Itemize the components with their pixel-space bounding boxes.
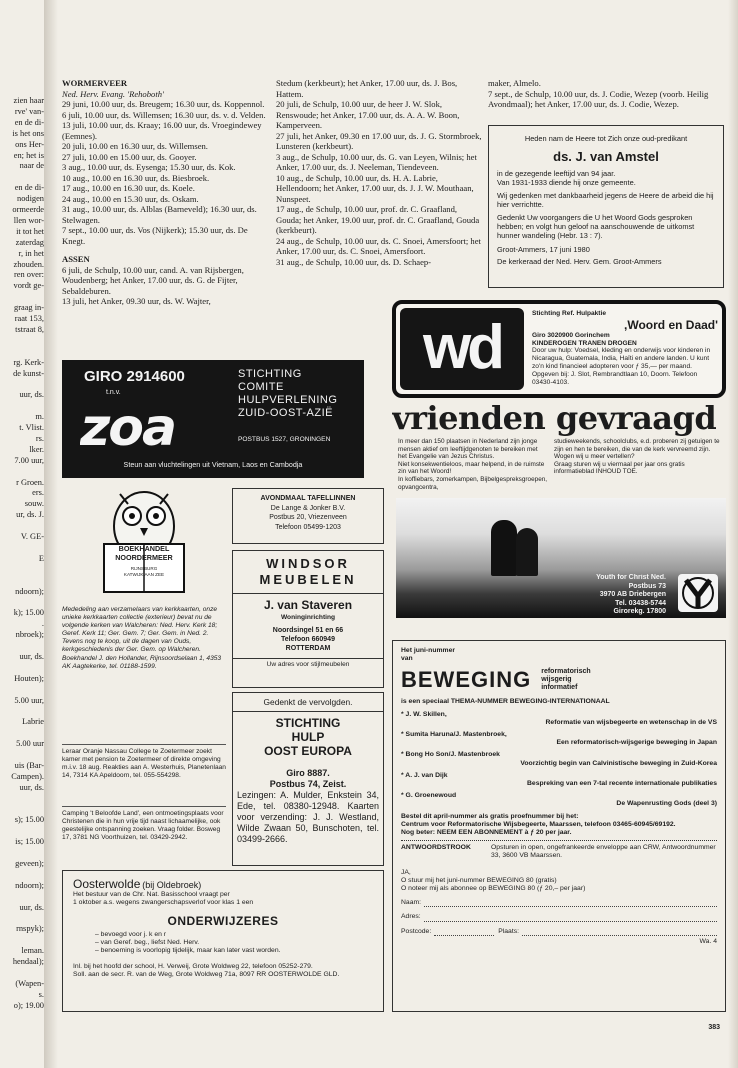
oosterwolde-head: ONDERWIJZERES bbox=[167, 913, 279, 928]
oosterwolde-b2: – van Geref. beg., liefst Ned. Herv. bbox=[95, 938, 200, 946]
beweging-items bbox=[401, 711, 717, 809]
page-edge bbox=[728, 0, 738, 1068]
vrienden-gevraagd-ad bbox=[392, 400, 726, 622]
beweging-tagline: reformatorisch wijsgerig informatief bbox=[541, 668, 591, 692]
yfc-giro: Girorekg. 17800 bbox=[613, 608, 666, 615]
avondmaal-ad bbox=[232, 488, 384, 544]
wd-title: ,Woord en Daad' bbox=[624, 317, 718, 332]
divider bbox=[62, 744, 226, 745]
beweging-item-title: Voorzichtig begin van Calvinistische beweging in Zuid-Korea bbox=[520, 759, 717, 767]
margin-fragment: rnspyk); bbox=[16, 924, 44, 934]
page-gutter bbox=[44, 0, 58, 1068]
page-number: 383 bbox=[708, 1024, 720, 1031]
service-line: 10 aug., 10.00 en 16.30 uur, ds. Biesbroek. bbox=[62, 172, 210, 183]
margin-fragment: leman. bbox=[21, 946, 44, 956]
service-line: 31 aug., 10.00 uur, ds. Alblas (Barneveld); 16.30 uur, ds. Stelwagen. bbox=[62, 204, 257, 225]
stichting-postbus: Postbus 74, Zeist. bbox=[269, 779, 347, 789]
stichting-body: Lezingen: A. Mulder, Enkstein 34, Ede, tel. 08380-12948. Kaarten voor verzending: J. J. Westland, Wilde Zwaan 50, Bunschoten, tel. 03499-2666. bbox=[237, 790, 379, 844]
margin-fragment: ers. bbox=[32, 488, 44, 498]
margin-fragment: m. bbox=[35, 412, 44, 422]
service-line: 13 juli, het Anker, 09.30 uur, ds. W. Wajter, bbox=[62, 296, 211, 306]
wd-text bbox=[532, 310, 718, 392]
boekhandel-ad bbox=[62, 482, 226, 742]
beweging-item-title: Bespreking van een 7-tal recente internationale publikaties bbox=[527, 780, 717, 788]
vrienden-text-right: studieweekends, schoolclubs, e.d. proberen zij getuigen te zijn en hen te bereiken, die van de kerk vervreemd zijn. Wogen wij u meer vertellen? Graag sturen wij u viermaal per jaar ons gratis informatieblad INHOUD TOE. bbox=[554, 438, 720, 476]
service-line: 3 aug., 10.00 uur, ds. Eysenga; 15.30 uur, ds. Kok. bbox=[62, 162, 236, 172]
margin-fragment: Houten); bbox=[14, 673, 44, 683]
beweging-item bbox=[401, 711, 717, 727]
obituary-signature: De kerkeraad der Ned. Herv. Gem. Groot-Ammers bbox=[497, 257, 662, 266]
margin-fragment: rve' van- bbox=[14, 106, 44, 116]
windsor-address: Noordsingel 51 en 66 bbox=[272, 627, 344, 634]
service-line: Stedum (kerkbeurt); het Anker, 17.00 uur, ds. J. Bos, Hattem. bbox=[276, 78, 458, 99]
margin-fragment: Labrie bbox=[22, 717, 44, 727]
obituary-remembrance: Wij gedenken met dankbaarheid jegens de Heere de arbeid die hij hier verrichtte. bbox=[497, 191, 714, 209]
margin-fragment: zaterdag bbox=[15, 237, 44, 247]
margin-fragment: de kunst- bbox=[13, 368, 44, 378]
beweging-option-free[interactable]: O stuur mij het juni-nummer BEWEGING 80 (gratis) bbox=[401, 876, 557, 884]
stichting-hulp-oost-europa-ad bbox=[232, 692, 384, 866]
service-line: 20 juli, de Schulp, 10.00 uur, de heer J. W. Slok, Renswoude; het Anker, 17.00 uur, ds. A. A. W. Boon, Kamperveen. bbox=[276, 99, 460, 130]
margin-fragment: it tot het bbox=[16, 226, 44, 236]
windsor-ad bbox=[232, 550, 384, 688]
windsor-name: J. van Staveren bbox=[263, 598, 353, 612]
zoa-giro: GIRO 2914600 bbox=[84, 368, 185, 385]
yfc-name: Youth for Christ Ned. bbox=[596, 574, 666, 581]
beweging-item-author: * Sumita Haruna/J. Mastenbroek, bbox=[401, 731, 507, 739]
margin-fragment: ons Her- bbox=[15, 139, 44, 149]
avondmaal-title: AVONDMAAL TAFELLINNEN bbox=[260, 495, 356, 502]
beweging-title: BEWEGING bbox=[401, 667, 532, 693]
church-services-column-2 bbox=[276, 78, 482, 300]
obituary-name: ds. J. van Amstel bbox=[553, 149, 659, 164]
heading-wormerveer: WORMERVEER bbox=[62, 78, 128, 88]
wd-giro: Giro 3020900 Gorinchem bbox=[532, 331, 610, 339]
stichting-t1: STICHTING bbox=[275, 716, 341, 730]
beweging-item-author: * J. W. Skillen, bbox=[401, 710, 447, 718]
yfc-postbus: Postbus 73 bbox=[628, 582, 666, 590]
beweging-strook-text: Opsturen in open, ongefrankeerde enveloppe aan CRW, Antwoordnummer 33, 3600 VB Maarssen. bbox=[491, 844, 716, 860]
avondmaal-l1: De Lange & Jonker B.V. bbox=[270, 504, 346, 512]
margin-fragment: uur, ds. bbox=[19, 782, 44, 792]
stichting-t2: HULP bbox=[291, 730, 325, 744]
margin-fragment: ndoorn); bbox=[15, 586, 44, 596]
oranje-nassau-classified: Leraar Oranje Nassau College te Zoetermeer zoekt kamer met pension te Zoetermeer of direkte omgeving m.i.v. 18 aug. Reakties aan A. Westerhuis, Planetenlaan 14, 7314 KA Apeldoorn, tel. 055-554298. bbox=[62, 748, 226, 780]
margin-fragment: (Wapen- bbox=[15, 978, 44, 988]
margin-fragment: k); 15.00 bbox=[13, 608, 44, 618]
beweging-ad bbox=[392, 640, 726, 1012]
margin-fragment: ormeerde bbox=[12, 205, 44, 214]
margin-fragment: r, in het bbox=[18, 248, 44, 258]
church-services-column-3 bbox=[488, 78, 722, 122]
obituary-place-date: Groot-Ammers, 17 juni 1980 bbox=[497, 245, 590, 254]
beweging-option-subscribe[interactable]: O noteer mij als abonnee op BEWEGING 80 (ƒ 20,– per jaar) bbox=[401, 885, 586, 893]
beweging-item bbox=[401, 772, 717, 788]
margin-fragment: en; het is bbox=[13, 150, 44, 160]
sunset-couple-photo bbox=[396, 498, 726, 618]
vrienden-text-left: In meer dan 150 plaatsen in Nederland zijn jonge mensen aktief om leeftijdgenoten te bereiken met het Evangelie van Jezus Christus. Niet konsekwentieloos, maar helpend, in de ruimste zin van het Woord! In koffiebars, zomerkampen, Bijbelgespreksgroepen, opvangcentra, bbox=[398, 438, 548, 491]
margin-fragment: uis (Bar- bbox=[14, 760, 44, 770]
margin-fragment: uur, ds. bbox=[19, 651, 44, 661]
stichting-giro: Giro 8887. bbox=[286, 768, 330, 778]
oosterwolde-l1: Het bestuur van de Chr. Nat. Basisschool vraagt per bbox=[73, 891, 230, 899]
margin-fragment: t. Vlist. bbox=[19, 423, 44, 432]
oosterwolde-vacancy bbox=[62, 870, 384, 1012]
margin-fragment: vordt ge- bbox=[13, 281, 44, 291]
wd-head: KINDEROGEN TRANEN DROGEN bbox=[532, 339, 637, 347]
boekhandel-name1: BOEKHANDEL bbox=[118, 544, 170, 553]
margin-fragment: en de di- bbox=[14, 183, 44, 193]
margin-fragment: is het ons bbox=[12, 128, 44, 138]
service-line: 13 juli, 10.00 uur, ds. Kraay; 16.00 uur, ds. Vroegindewey (Eemnes). bbox=[62, 120, 262, 141]
beweging-item-author: * G. Groenewoud bbox=[401, 792, 457, 800]
wd-logo-text: wd bbox=[422, 313, 502, 382]
margin-fragment: nbroek); bbox=[15, 630, 44, 640]
yfc-logo-icon bbox=[678, 574, 718, 612]
beweging-item bbox=[401, 731, 717, 747]
obituary-van-amstel bbox=[488, 125, 724, 288]
service-line: 20 juli, 10.00 en 16.30 uur, ds. Willemsen. bbox=[62, 141, 208, 151]
wd-logo bbox=[400, 308, 524, 390]
margin-fragment: uur, ds. bbox=[19, 902, 44, 912]
service-line: 24 aug., 10.00 en 15.30 uur, ds. Oskam. bbox=[62, 193, 199, 204]
church-services-column-1 bbox=[62, 78, 270, 340]
margin-fragment: graag in- bbox=[14, 303, 44, 313]
camping-classified: Camping 't Beloofde Land', een ontmoetingsplaats voor Christenen die in hun vrije tijd naast lichaamelijke, ook geestelijke ontspanning zoeken. Vraag folder. Bosweg 17, 3781 NG Voorthuizen, tel. 03429-2942. bbox=[62, 810, 224, 842]
service-line: 31 aug., de Schulp, 10.00 uur, ds. D. Schaep- bbox=[276, 256, 432, 267]
margin-fragment: raat 153, bbox=[14, 314, 44, 323]
service-line: 6 juli, de Schulp, 10.00 uur, cand. A. van Rijsbergen, Woudenberg; het Anker, 17.00 uur, ds. G. de Fijter, Sebaldeburen. bbox=[62, 264, 244, 296]
margin-fragment: zhouden. bbox=[13, 259, 44, 269]
windsor-t1: WINDSOR bbox=[266, 556, 350, 571]
obituary-verse: Gedenkt Uw voorgangers die U het Woord Gods gesproken hebben; en volgt hun geloof na aanschouwende de uitkomst hunner wandeling (Hebr. 13 : 7). bbox=[497, 213, 695, 240]
windsor-sub: Woninginrichting bbox=[280, 614, 336, 621]
woord-en-daad-ad bbox=[392, 300, 726, 398]
stichting-t3: OOST EUROPA bbox=[264, 744, 352, 758]
yfc-city: 3970 AB Driebergen bbox=[599, 591, 666, 598]
beweging-item bbox=[401, 751, 717, 767]
oosterwolde-f2: Soll. aan de secr. R. van de Weg, Grote Woldweg 71a, 8097 RR OOSTERWOLDE GLD. bbox=[73, 971, 340, 979]
subheading-rehoboth: Ned. Herv. Evang. 'Rehoboth' bbox=[62, 88, 164, 99]
margin-fragment: en de di- bbox=[14, 117, 44, 127]
service-line: 27 juli, het Anker, 09.30 en 17.00 uur, ds. J. G. Stormbroek, Lunsteren (kerkbeurt). bbox=[276, 130, 482, 151]
service-line: 27 juli, 10.00 en 15.00 uur, ds. Gooyer. bbox=[62, 151, 197, 162]
avondmaal-l3: Telefoon 05499-1203 bbox=[275, 523, 341, 531]
beweging-special: is een speciaal THEMA-NUMMER BEWEGING-INTERNATIONAAL bbox=[401, 698, 610, 706]
windsor-city: ROTTERDAM bbox=[285, 645, 331, 652]
margin-fragment: E bbox=[38, 553, 44, 563]
margin-fragment: ren over: bbox=[14, 270, 44, 280]
boekhandel-text: Mededeling aan verzamelaars van kerkkaarten, onze unieke kerkkaarten collectie (exterieur) bevat nu de volgende kerken van Walcheren: Ned. Herv. Kerk 18; Geref. Kerk 11; Ger. Gem. 7; Ger. Gem. in Ned. 2. Tevens nog te koop, uit de dagen van Ouds, kerkgeschiedenis der Ger. Gem. op Walcheren. Boekhandel J. den Hollander, Rijnsoordselaan 1, 4353 AK Aagtekerke, tel. 01188-1599. bbox=[62, 606, 222, 670]
naam-field[interactable] bbox=[401, 899, 717, 907]
heading-assen: ASSEN bbox=[62, 254, 90, 264]
margin-fragment: Campen). bbox=[11, 771, 44, 781]
boekhandel-name2: NOORDERMEER bbox=[115, 553, 173, 562]
beweging-intro: Het juni-nummer van bbox=[401, 647, 456, 663]
service-line: 3 aug., de Schulp, 10.00 uur, ds. G. van Leyen, Wilnis; het Anker, 17.00 uur, ds. J. Neeleman, Tiendeveen. bbox=[276, 151, 477, 172]
windsor-phone: Telefoon 660949 bbox=[281, 636, 335, 643]
margin-fragment: r Groen. bbox=[16, 477, 44, 487]
margin-fragment: s); 15.00 bbox=[14, 815, 44, 825]
zoa-l1: STICHTING bbox=[238, 368, 302, 380]
windsor-t2: MEUBELEN bbox=[259, 572, 357, 587]
vrienden-title: vrienden gevraagd bbox=[392, 400, 717, 437]
obituary-age: in de gezegende leeftijd van 94 jaar. bbox=[497, 169, 616, 178]
divider bbox=[62, 806, 226, 807]
zoa-l3: HULPVERLENING bbox=[238, 394, 338, 406]
boekhandel-address: RIJNSBURG KATWIJK AAN ZEE bbox=[123, 566, 165, 577]
margin-fragment: lker. bbox=[29, 444, 44, 454]
postcode-label: Postcode: bbox=[401, 927, 432, 935]
margin-fragment: o); 19.00 bbox=[13, 1000, 44, 1010]
obituary-intro: Heden nam de Heere tot Zich onze oud-predikant bbox=[524, 134, 688, 143]
adres-label: Adres: bbox=[401, 913, 421, 921]
service-line: 29 juni, 10.00 uur, ds. Breugem; 16.30 uur, ds. Koppennol. bbox=[62, 99, 265, 109]
margin-fragment: ur, ds. J. bbox=[16, 510, 44, 520]
beweging-code: Wa. 4 bbox=[699, 937, 717, 945]
margin-fragment: naar de bbox=[19, 161, 44, 171]
adres-field[interactable] bbox=[401, 913, 717, 921]
margin-fragment: tstraat 8, bbox=[15, 324, 44, 334]
margin-fragment: s. bbox=[38, 989, 44, 999]
margin-fragment: zien haar bbox=[13, 96, 44, 105]
oosterwolde-title: Oosterwolde bbox=[73, 877, 141, 891]
obituary-service: Van 1931-1933 diende hij onze gemeente. bbox=[497, 178, 636, 187]
naam-label: Naam: bbox=[401, 899, 422, 907]
margin-fragment: rg. Kerk- bbox=[13, 357, 44, 367]
beweging-item bbox=[401, 792, 717, 808]
silhouette-person-1 bbox=[491, 520, 517, 576]
margin-fragment: . bbox=[41, 619, 44, 629]
margin-fragment: geveen); bbox=[15, 859, 44, 868]
stichting-intro: Gedenkt de vervolgden. bbox=[263, 697, 353, 707]
margin-fragment: hendaal); bbox=[12, 957, 44, 967]
service-line: 6 juli, 10.00 uur, ds. Willemsen; 16.30 uur, ds. v. d. Velden. bbox=[62, 109, 266, 120]
previous-page-fragments bbox=[0, 96, 44, 1016]
beweging-item-author: * Bong Ho Son/J. Mastenbroek bbox=[401, 751, 500, 759]
zoa-logo: zoa bbox=[80, 402, 176, 454]
margin-fragment: is; 15.00 bbox=[15, 837, 44, 847]
oosterwolde-f1: Inl. bij het hoofd der school, H. Verweij, Grote Woldweg 22, telefoon 05252-279. bbox=[73, 963, 313, 971]
service-line: 7 sept., 10.00 uur, ds. Vos (Nijkerk); 15.30 uur, ds. De Knegt. bbox=[62, 225, 248, 246]
wd-org: Stichting Ref. Hulpaktie bbox=[532, 310, 607, 317]
margin-fragment: 7.00 uur, bbox=[14, 455, 44, 465]
yfc-phone: Tel. 03438-5744 bbox=[615, 599, 666, 607]
margin-fragment: souw. bbox=[24, 499, 44, 509]
zoa-postbus: POSTBUS 1527, GRONINGEN bbox=[238, 436, 331, 443]
margin-fragment: ndoorn); bbox=[15, 880, 44, 890]
margin-fragment: 5.00 uur bbox=[16, 739, 44, 749]
oosterwolde-l2: 1 oktober a.s. wegens zwangerschapsverlof voor klas 1 een bbox=[73, 899, 254, 907]
silhouette-person-2 bbox=[516, 528, 538, 576]
service-line: maker, Almelo. bbox=[488, 78, 541, 88]
margin-fragment: 5.00 uur, bbox=[14, 695, 44, 705]
service-line: 7 sept., de Schulp, 10.00 uur, ds. J. Codie, Wezep (voorb. Heilig Avondmaal); het Anker, 17.00 uur, ds. J. Codie, Wezep. bbox=[488, 88, 709, 109]
windsor-footer: Uw adres voor stijlmeubelen bbox=[266, 661, 350, 668]
zoa-tnv: t.n.v. bbox=[106, 389, 121, 396]
margin-fragment: uur, ds. bbox=[19, 390, 44, 400]
zoa-name bbox=[238, 368, 358, 430]
margin-fragment: llen wor- bbox=[13, 215, 44, 225]
zoa-l4: ZUID-OOST-AZIË bbox=[238, 407, 333, 419]
service-line: 10 aug., de Schulp, 10.00 uur, ds. H. A. Labrie, Hellendoorn; het Anker, 17.00 uur, ds. J. J. W. Mouthaan, Nunspeet. bbox=[276, 172, 474, 204]
zoa-ad bbox=[62, 360, 364, 478]
oosterwolde-b3: – benoeming is voorlopig tijdelijk, maar kan later vast worden. bbox=[95, 947, 281, 955]
beweging-item-author: * A. J. van Dijk bbox=[401, 771, 448, 779]
beweging-ja: JA, bbox=[401, 868, 411, 876]
zoa-footer: Steun aan vluchtelingen uit Vietnam, Laos en Cambodja bbox=[123, 460, 303, 469]
service-line: 24 aug., de Schulp, 10.00 uur, ds. C. Snoei, Amersfoort; het Anker, 17.00 uur, ds. C. Snoei, Amersfoort. bbox=[276, 235, 481, 256]
margin-fragment: V. GE- bbox=[20, 532, 44, 541]
beweging-order: Bestel dit april-nummer als gratis proefnummer bij het: Centrum voor Reformatorische Wijsbegeerte, Maarssen, telefoon 03465-60945/69192. bbox=[401, 812, 676, 828]
avondmaal-l2: Postbus 20, Vriezenveen bbox=[269, 514, 347, 521]
plaats-label: Plaats: bbox=[498, 927, 520, 935]
margin-fragment: rs. bbox=[35, 433, 44, 443]
service-line: 17 aug., de Schulp, 10.00 uur, prof. dr. C. Graafland, Gouda; het Anker, 19.00 uur, prof. dr. C. Graafland, Gouda (kerkbeurt). bbox=[276, 204, 480, 235]
oosterwolde-paren: (bij Oldebroek) bbox=[142, 880, 202, 890]
beweging-subscribe: Nog beter: NEEM EEN ABONNEMENT à ƒ 20 per jaar. bbox=[401, 829, 572, 837]
beweging-item-title: Reformatie van wijsbegeerte en wetenschap in de VS bbox=[545, 718, 717, 726]
wd-body: Door uw hulp: Voedsel, kleding en onderwijs voor kinderen in Nicaragua, Guatemala, India, Haïti en andere landen. U kunt zo'n kind financieel adopteren voor ƒ 35,— per maand. Opgeven bij: J. Slot, Rembrandtlaan 10, Doorn. Telefoon 03430-4103. bbox=[532, 347, 711, 386]
oosterwolde-b1: – bevoegd voor j. k en r bbox=[95, 930, 167, 938]
beweging-strook: ANTWOORDSTROOK bbox=[401, 844, 471, 852]
beweging-item-title: Een reformatorisch-wijsgerige beweging in Japan bbox=[556, 739, 717, 747]
margin-fragment: nodigen bbox=[17, 194, 44, 204]
zoa-l2: COMITE bbox=[238, 381, 284, 393]
service-line: 17 aug., 10.00 en 16.30 uur, ds. Koele. bbox=[62, 183, 195, 193]
postcode-field[interactable] bbox=[401, 928, 717, 936]
beweging-item-title: De Wapenrusting Gods (deel 3) bbox=[616, 800, 717, 808]
yfc-address bbox=[546, 574, 666, 618]
